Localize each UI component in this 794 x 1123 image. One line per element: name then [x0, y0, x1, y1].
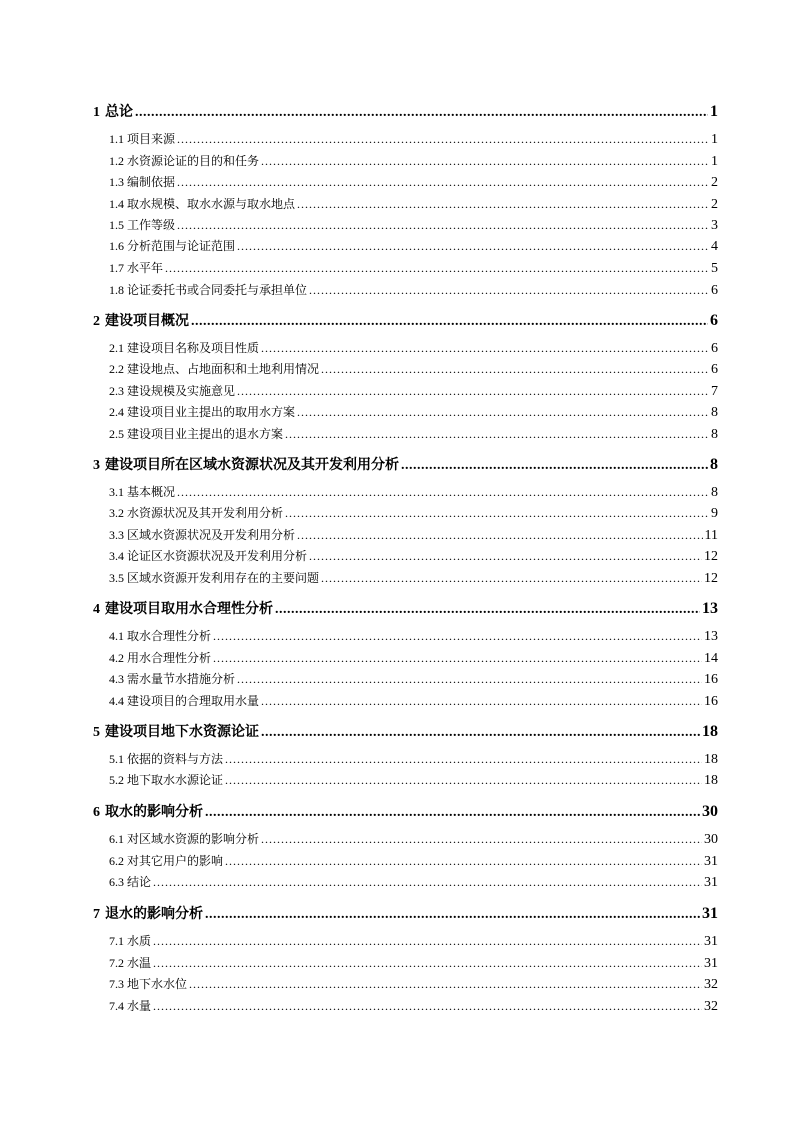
toc-entry-title: 区域水资源开发利用存在的主要问题 — [127, 571, 320, 585]
toc-entry-number: 3.5 — [109, 571, 124, 585]
toc-entry-number: 1.4 — [109, 197, 124, 211]
toc-section-entry[interactable] — [93, 692, 718, 710]
toc-entry-number: 2.4 — [109, 405, 124, 419]
toc-page-number: 14 — [704, 651, 718, 666]
toc-entry-number: 1.8 — [109, 283, 124, 297]
toc-dot-leader — [285, 427, 709, 442]
toc-entry-title: 分析范围与论证范围 — [127, 239, 236, 253]
toc-entry-title: 基本概况 — [127, 485, 176, 499]
toc-entry-number: 4.4 — [109, 694, 124, 708]
toc-page-number: 12 — [704, 549, 718, 564]
toc-dot-leader — [177, 218, 709, 233]
toc-dot-leader — [237, 239, 709, 254]
toc-entry-number: 1 — [93, 105, 100, 120]
toc-page-number: 8 — [711, 485, 718, 500]
toc-dot-leader — [135, 105, 708, 121]
toc-entry-title: 建设项目地下水资源论证 — [105, 725, 259, 740]
toc-page-number: 7 — [711, 384, 718, 399]
toc-entry-number: 7 — [93, 907, 100, 922]
toc-page-number: 18 — [702, 723, 718, 740]
toc-entry-title: 论证区水资源状况及开发利用分析 — [127, 549, 308, 563]
toc-entry-title: 取水合理性分析 — [127, 629, 212, 643]
toc-entry-title: 编制依据 — [127, 175, 176, 189]
toc-section-entry[interactable] — [93, 932, 718, 950]
toc-entry-title: 用水合理性分析 — [127, 651, 212, 665]
toc-page-number: 6 — [710, 312, 718, 329]
toc-dot-leader — [401, 458, 708, 474]
toc-dot-leader — [237, 384, 709, 399]
toc-entry-number: 5 — [93, 725, 100, 740]
toc-entry-title: 建设项目业主提出的退水方案 — [127, 427, 284, 441]
toc-page-number: 9 — [711, 506, 718, 521]
toc-dot-leader — [261, 832, 702, 847]
toc-entry-number: 7.2 — [109, 956, 124, 970]
toc-page-number: 31 — [704, 934, 718, 949]
toc-section-entry[interactable] — [93, 259, 718, 277]
toc-dot-leader — [321, 362, 709, 377]
toc-dot-leader — [261, 725, 700, 741]
toc-dot-leader — [205, 805, 700, 821]
toc-page-number: 1 — [711, 132, 718, 147]
toc-entry-title: 取水的影响分析 — [105, 805, 203, 820]
toc-section-entry[interactable] — [93, 526, 718, 544]
toc-section-entry[interactable] — [93, 339, 718, 357]
toc-dot-leader — [237, 672, 702, 687]
toc-entry-number: 3 — [93, 458, 100, 473]
toc-entry-number: 7.3 — [109, 977, 124, 991]
toc-section-entry[interactable] — [93, 873, 718, 891]
toc-entry-title: 水量 — [127, 999, 152, 1013]
toc-dot-leader — [191, 314, 708, 330]
toc-entry-number: 2.2 — [109, 362, 124, 376]
toc-entry-number: 2.1 — [109, 341, 124, 355]
toc-entry-title: 建设项目所在区域水资源状况及其开发利用分析 — [105, 458, 399, 473]
toc-entry-title: 水资源论证的目的和任务 — [127, 154, 260, 168]
toc-section-entry[interactable] — [93, 830, 718, 848]
toc-entry-number: 7.1 — [109, 934, 124, 948]
toc-page-number: 18 — [704, 773, 718, 788]
toc-section-entry[interactable] — [93, 954, 718, 972]
toc-dot-leader — [297, 405, 709, 420]
toc-entry-number: 6.2 — [109, 854, 124, 868]
toc-entry-number: 4.2 — [109, 651, 124, 665]
toc-dot-leader — [153, 875, 702, 890]
toc-entry-number: 3.3 — [109, 528, 124, 542]
toc-section-entry[interactable] — [93, 425, 718, 443]
toc-page-number: 16 — [704, 694, 718, 709]
toc-page-number: 1 — [711, 154, 718, 169]
toc-entry-title: 建设项目名称及项目性质 — [127, 341, 260, 355]
toc-dot-leader — [285, 506, 709, 521]
toc-section-entry[interactable] — [93, 504, 718, 522]
toc-section-entry[interactable] — [93, 281, 718, 299]
toc-dot-leader — [213, 629, 702, 644]
toc-entry-number: 3.1 — [109, 485, 124, 499]
toc-page-number: 3 — [711, 218, 718, 233]
toc-section-entry[interactable] — [93, 403, 718, 421]
toc-page-number: 13 — [704, 629, 718, 644]
toc-section-entry[interactable] — [93, 997, 718, 1015]
toc-section-entry[interactable] — [93, 750, 718, 768]
toc-entry-number: 1.1 — [109, 132, 124, 146]
toc-page-number: 31 — [704, 956, 718, 971]
toc-page-number: 13 — [702, 600, 718, 617]
toc-entry-title: 地下取水水源论证 — [127, 773, 224, 787]
toc-chapter-entry[interactable] — [93, 454, 718, 474]
toc-page-number: 1 — [710, 103, 718, 120]
toc-dot-leader — [321, 571, 702, 586]
toc-section-entry[interactable] — [93, 130, 718, 148]
toc-dot-leader — [297, 528, 703, 543]
toc-entry-title: 建设项目的合理取用水量 — [127, 694, 260, 708]
toc-dot-leader — [225, 752, 702, 767]
toc-section-entry[interactable] — [93, 195, 718, 213]
toc-entry-number: 1.3 — [109, 175, 124, 189]
toc-page-number: 31 — [704, 854, 718, 869]
toc-entry-title: 水资源状况及其开发利用分析 — [127, 506, 284, 520]
toc-entry-number: 5.1 — [109, 752, 124, 766]
toc-dot-leader — [261, 341, 709, 356]
toc-page-number: 16 — [704, 672, 718, 687]
toc-page-number: 31 — [702, 905, 718, 922]
toc-chapter-entry[interactable] — [93, 801, 718, 821]
toc-entry-title: 水温 — [127, 956, 152, 970]
toc-dot-leader — [309, 549, 702, 564]
toc-entry-number: 1.5 — [109, 218, 124, 232]
toc-page-number: 8 — [711, 405, 718, 420]
toc-entry-title: 结论 — [127, 875, 152, 889]
toc-entry-title: 退水的影响分析 — [105, 907, 203, 922]
toc-entry-number: 6 — [93, 805, 100, 820]
toc-section-entry[interactable] — [93, 360, 718, 378]
toc-entry-title: 建设地点、占地面积和土地利用情况 — [127, 362, 320, 376]
toc-dot-leader — [261, 154, 709, 169]
toc-dot-leader — [153, 999, 702, 1014]
toc-entry-number: 6.3 — [109, 875, 124, 889]
toc-entry-number: 4 — [93, 602, 100, 617]
toc-dot-leader — [225, 854, 702, 869]
toc-page-number: 2 — [711, 175, 718, 190]
toc-page-number: 5 — [711, 261, 718, 276]
toc-entry-number: 6.1 — [109, 832, 124, 846]
toc-entry-number: 2.5 — [109, 427, 124, 441]
toc-dot-leader — [177, 485, 709, 500]
toc-page-number: 8 — [711, 427, 718, 442]
toc-page-number: 4 — [711, 239, 718, 254]
toc-dot-leader — [177, 175, 709, 190]
toc-page-number: 8 — [710, 456, 718, 473]
toc-entry-number: 3.4 — [109, 549, 124, 563]
toc-page-number: 30 — [702, 803, 718, 820]
toc-page-number: 32 — [704, 977, 718, 992]
toc-dot-leader — [225, 773, 702, 788]
toc-dot-leader — [297, 197, 709, 212]
toc-chapter-entry[interactable] — [93, 310, 718, 330]
toc-dot-leader — [189, 977, 702, 992]
toc-page-number: 11 — [704, 528, 718, 543]
toc-page-number: 32 — [704, 999, 718, 1014]
toc-dot-leader — [261, 694, 702, 709]
toc-entry-title: 对其它用户的影响 — [127, 854, 224, 868]
toc-page-number: 6 — [711, 283, 718, 298]
toc-page-number: 18 — [704, 752, 718, 767]
toc-entry-title: 对区域水资源的影响分析 — [127, 832, 260, 846]
toc-dot-leader — [309, 283, 709, 298]
toc-entry-title: 论证委托书或合同委托与承担单位 — [127, 283, 308, 297]
toc-entry-number: 2.3 — [109, 384, 124, 398]
toc-entry-title: 取水规模、取水水源与取水地点 — [127, 197, 296, 211]
toc-page-number: 2 — [711, 197, 718, 212]
toc-section-entry[interactable] — [93, 975, 718, 993]
toc-entry-number: 1.7 — [109, 261, 124, 275]
toc-section-entry[interactable] — [93, 483, 718, 501]
toc-dot-leader — [165, 261, 709, 276]
toc-entry-number: 2 — [93, 314, 100, 329]
toc-entry-title: 总论 — [105, 105, 133, 120]
toc-entry-title: 建设项目概况 — [105, 314, 189, 329]
toc-entry-title: 需水量节水措施分析 — [127, 672, 236, 686]
toc-entry-title: 建设项目业主提出的取用水方案 — [127, 405, 296, 419]
toc-section-entry[interactable] — [93, 569, 718, 587]
toc-section-entry[interactable] — [93, 237, 718, 255]
toc-entry-title: 工作等级 — [127, 218, 176, 232]
toc-entry-title: 依据的资料与方法 — [127, 752, 224, 766]
toc-section-entry[interactable] — [93, 771, 718, 789]
toc-entry-number: 7.4 — [109, 999, 124, 1013]
toc-page-number: 30 — [704, 832, 718, 847]
toc-section-entry[interactable] — [93, 173, 718, 191]
toc-section-entry[interactable] — [93, 216, 718, 234]
toc-dot-leader — [213, 651, 702, 666]
toc-entry-title: 项目来源 — [127, 132, 176, 146]
toc-section-entry[interactable] — [93, 670, 718, 688]
toc-section-entry[interactable] — [93, 547, 718, 565]
toc-entry-number: 5.2 — [109, 773, 124, 787]
toc-page-number: 31 — [704, 875, 718, 890]
toc-entry-number: 4.3 — [109, 672, 124, 686]
toc-dot-leader — [153, 956, 702, 971]
toc-entry-title: 地下水水位 — [127, 977, 188, 991]
toc-entry-title: 建设规模及实施意见 — [127, 384, 236, 398]
toc-section-entry[interactable] — [93, 152, 718, 170]
toc-dot-leader — [275, 602, 700, 618]
toc-dot-leader — [177, 132, 709, 147]
toc-section-entry[interactable] — [93, 649, 718, 667]
toc-chapter-entry[interactable] — [93, 598, 718, 618]
toc-page-number: 6 — [711, 362, 718, 377]
toc-chapter-entry[interactable] — [93, 903, 718, 923]
toc-entry-number: 3.2 — [109, 506, 124, 520]
toc-section-entry[interactable] — [93, 382, 718, 400]
toc-entry-number: 4.1 — [109, 629, 124, 643]
toc-entry-number: 1.2 — [109, 154, 124, 168]
toc-chapter-entry[interactable] — [93, 721, 718, 741]
toc-dot-leader — [205, 907, 700, 923]
toc-entry-number: 1.6 — [109, 239, 124, 253]
toc-entry-title: 水平年 — [127, 261, 164, 275]
toc-dot-leader — [153, 934, 702, 949]
toc-section-entry[interactable] — [93, 627, 718, 645]
toc-entry-title: 建设项目取用水合理性分析 — [105, 602, 273, 617]
toc-entry-title: 水质 — [127, 934, 152, 948]
toc-page-number: 12 — [704, 571, 718, 586]
toc-chapter-entry[interactable] — [93, 101, 718, 121]
toc-entry-title: 区域水资源状况及开发利用分析 — [127, 528, 296, 542]
toc-section-entry[interactable] — [93, 852, 718, 870]
toc-page-number: 6 — [711, 341, 718, 356]
